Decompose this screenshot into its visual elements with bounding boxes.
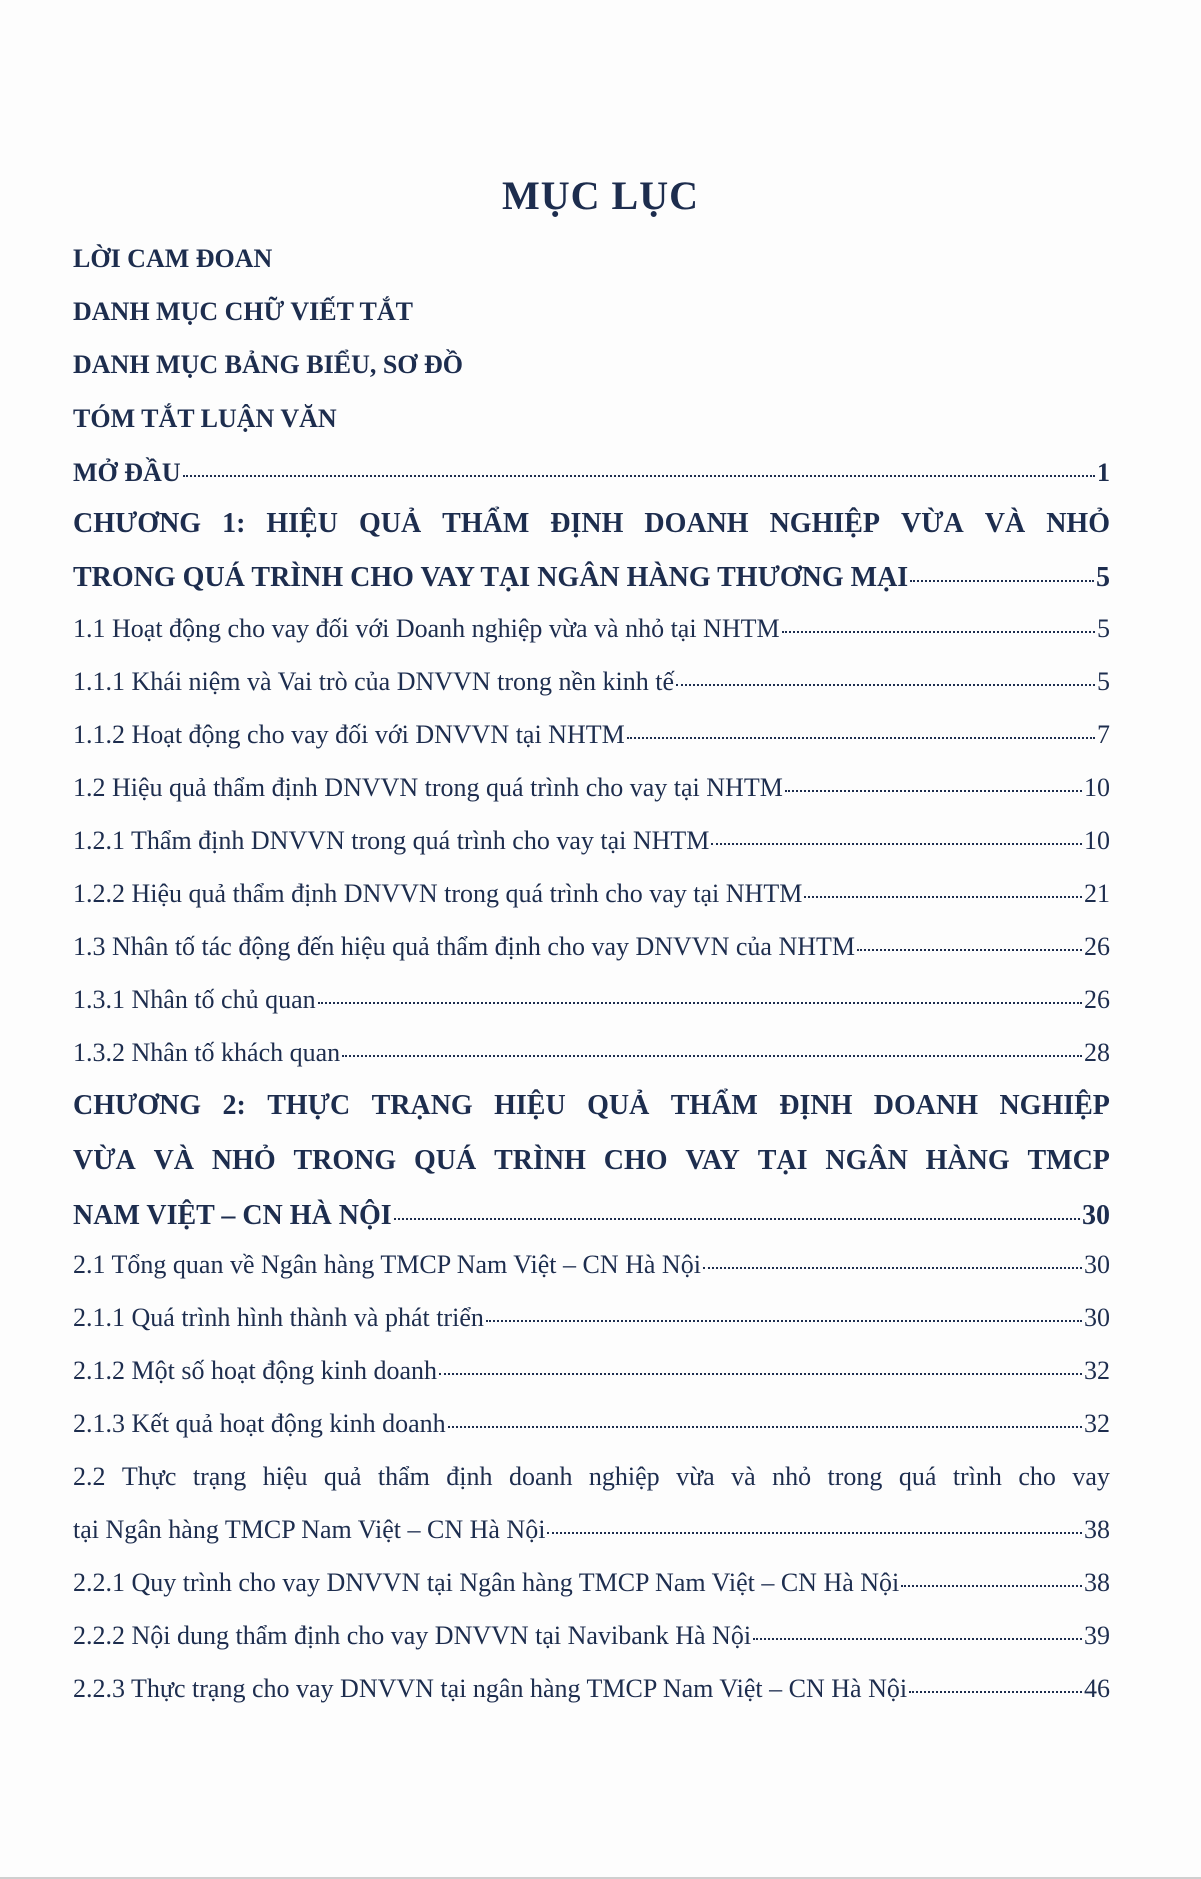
toc-entry-label: 1.2.1 Thẩm định DNVVN trong quá trình cho vay tại NHTM xyxy=(73,826,710,855)
chapter-word: TRONG xyxy=(293,1145,397,1176)
toc-word: doanh xyxy=(508,1462,573,1491)
chapter-word: NHỎ xyxy=(1046,508,1110,539)
toc-chapter-1-line-1[interactable] xyxy=(73,508,1110,540)
toc-entry-label: TRONG QUÁ TRÌNH CHO VAY TẠI NGÂN HÀNG THƯƠNG MẠI xyxy=(73,562,909,593)
toc-entry-2-2-line-2[interactable] xyxy=(73,1515,1110,1545)
toc-entry[interactable] xyxy=(73,1303,1110,1333)
toc-entry[interactable] xyxy=(73,667,1110,697)
toc-word: trình xyxy=(952,1462,1002,1491)
chapter-word: HÀNG xyxy=(925,1145,1010,1176)
chapter-word: QUẢ xyxy=(587,1090,650,1121)
toc-entry-label: 1.2.2 Hiệu quả thẩm định DNVVN trong quá trình cho vay tại NHTM xyxy=(73,879,803,908)
chapter-word: DOANH xyxy=(644,508,749,539)
toc-entry[interactable] xyxy=(73,720,1110,750)
page-title: MỤC LỤC xyxy=(502,173,699,218)
toc-entry[interactable] xyxy=(73,1038,1110,1068)
toc-word: trạng xyxy=(192,1462,247,1491)
toc-word: 2.2 xyxy=(73,1462,106,1491)
toc-page-number: 38 xyxy=(1084,1515,1110,1544)
toc-word: trong xyxy=(827,1462,883,1491)
toc-page-number: 39 xyxy=(1084,1621,1110,1650)
toc-chapter-2-line-3[interactable] xyxy=(73,1200,1110,1232)
toc-word: hiệu xyxy=(262,1462,308,1491)
chapter-word: ĐỊNH xyxy=(779,1090,853,1121)
toc-entry[interactable] xyxy=(73,1250,1110,1280)
chapter-word: NHỎ xyxy=(211,1145,276,1176)
toc-entry[interactable] xyxy=(73,826,1110,856)
toc-page-number: 5 xyxy=(1097,614,1110,643)
toc-entry-label: 2.1.2 Một số hoạt động kinh doanh xyxy=(73,1356,437,1385)
toc-page-number: 32 xyxy=(1084,1356,1110,1385)
toc-word: Thực xyxy=(121,1462,177,1491)
toc-entry[interactable] xyxy=(73,773,1110,803)
toc-entry-label: 1.1.1 Khái niệm và Vai trò của DNVVN trong nền kinh tế xyxy=(73,667,675,696)
toc-entry-label: 1.2 Hiệu quả thẩm định DNVVN trong quá trình cho vay tại NHTM xyxy=(73,773,783,802)
toc-entry-loi-cam-doan[interactable] xyxy=(73,244,1110,274)
dot-leader xyxy=(703,1266,1082,1269)
chapter-word: VỪA xyxy=(73,1145,136,1176)
dot-leader xyxy=(627,736,1095,739)
dot-leader xyxy=(785,789,1082,792)
dot-leader xyxy=(394,1217,1080,1220)
dot-leader xyxy=(857,948,1082,951)
toc-page-number: 32 xyxy=(1084,1409,1110,1438)
toc-page-number: 7 xyxy=(1097,720,1110,749)
dot-leader xyxy=(547,1531,1082,1534)
toc-page-number: 30 xyxy=(1084,1303,1110,1332)
chapter-word: NGÂN xyxy=(825,1145,908,1176)
chapter-word: VAY xyxy=(685,1145,740,1176)
dot-leader xyxy=(909,1690,1082,1693)
toc-word: thẩm xyxy=(377,1462,430,1491)
toc-entry-label: NAM VIỆT – CN HÀ NỘI xyxy=(73,1200,392,1231)
chapter-word: 2: xyxy=(222,1090,246,1121)
chapter-word: VÀ xyxy=(984,508,1026,539)
toc-entry-label: 1.1 Hoạt động cho vay đối với Doanh nghiệp vừa và nhỏ tại NHTM xyxy=(73,614,780,643)
chapter-word: TẠI xyxy=(757,1145,808,1176)
toc-entry-label: 1.3.1 Nhân tố chủ quan xyxy=(73,985,316,1014)
toc-page-number: 30 xyxy=(1082,1200,1110,1231)
toc-entry-label: 2.1.3 Kết quả hoạt động kinh doanh xyxy=(73,1409,446,1438)
toc-entry[interactable] xyxy=(73,1621,1110,1651)
toc-word: cho xyxy=(1018,1462,1056,1491)
toc-word: quá xyxy=(898,1462,937,1491)
toc-page-number: 38 xyxy=(1084,1568,1110,1597)
toc-entry-label: 2.2.1 Quy trình cho vay DNVVN tại Ngân hàng TMCP Nam Việt – CN Hà Nội xyxy=(73,1568,900,1597)
chapter-word: THẨM xyxy=(670,1090,758,1121)
toc-entry-label: TÓM TẮT LUẬN VĂN xyxy=(73,404,337,433)
toc-word: vừa xyxy=(676,1462,715,1491)
toc-entry-mo-dau[interactable] xyxy=(73,458,1110,488)
chapter-word: ĐỊNH xyxy=(550,508,624,539)
dot-leader xyxy=(183,474,1095,477)
toc-word: nhỏ xyxy=(772,1462,812,1491)
dot-leader xyxy=(753,1637,1082,1640)
toc-word: định xyxy=(446,1462,493,1491)
toc-entry[interactable] xyxy=(73,879,1110,909)
chapter-word: QUÁ xyxy=(414,1145,477,1176)
toc-word: và xyxy=(731,1462,756,1491)
chapter-word: THẨM xyxy=(442,508,530,539)
chapter-word: 1: xyxy=(222,508,246,539)
toc-entry-label: tại Ngân hàng TMCP Nam Việt – CN Hà Nội xyxy=(73,1515,546,1544)
chapter-word: HIỆU xyxy=(494,1090,566,1121)
toc-page-number: 26 xyxy=(1084,932,1110,961)
chapter-word: CHƯƠNG xyxy=(73,1090,202,1121)
toc-word: vay xyxy=(1072,1462,1110,1491)
toc-entry-label: 2.1.1 Quá trình hình thành và phát triển xyxy=(73,1303,484,1332)
dot-leader xyxy=(342,1054,1082,1057)
toc-entry[interactable] xyxy=(73,1674,1110,1704)
toc-page-number: 5 xyxy=(1097,667,1110,696)
toc-page-number: 28 xyxy=(1084,1038,1110,1067)
chapter-word: VỪA xyxy=(901,508,964,539)
toc-entry-label: 2.2.2 Nội dung thẩm định cho vay DNVVN tại Navibank Hà Nội xyxy=(73,1621,752,1650)
toc-entry[interactable] xyxy=(73,1356,1110,1386)
toc-page-number: 1 xyxy=(1097,458,1110,487)
chapter-word: NGHIỆP xyxy=(999,1090,1110,1121)
chapter-word: NGHIỆP xyxy=(769,508,881,539)
chapter-word: CHƯƠNG xyxy=(73,508,202,539)
toc-entry[interactable] xyxy=(73,1568,1110,1598)
chapter-word: TRẠNG xyxy=(371,1090,473,1121)
toc-page-number: 5 xyxy=(1096,562,1110,593)
toc-page-number: 46 xyxy=(1084,1674,1110,1703)
dot-leader xyxy=(910,579,1094,582)
chapter-word: CHO xyxy=(603,1145,668,1176)
toc-chapter-2-line-2[interactable] xyxy=(73,1145,1110,1177)
chapter-word: TMCP xyxy=(1027,1145,1110,1176)
toc-entry-danh-muc-bang-bieu[interactable] xyxy=(73,350,1110,380)
toc-chapter-2-line-1[interactable] xyxy=(73,1090,1110,1122)
dot-leader xyxy=(448,1425,1082,1428)
toc-word: quả xyxy=(323,1462,362,1491)
toc-entry[interactable] xyxy=(73,1409,1110,1439)
toc-entry[interactable] xyxy=(73,932,1110,962)
toc-page-number: 30 xyxy=(1084,1250,1110,1279)
chapter-word: QUẢ xyxy=(358,508,422,539)
dot-leader xyxy=(486,1319,1082,1322)
chapter-word: THỰC xyxy=(267,1090,351,1121)
toc-chapter-1-line-2[interactable] xyxy=(73,562,1110,594)
toc-entry-tom-tat-luan-van[interactable] xyxy=(73,404,1110,434)
toc-entry-label: 1.3 Nhân tố tác động đến hiệu quả thẩm định cho vay DNVVN của NHTM xyxy=(73,932,855,961)
toc-entry[interactable] xyxy=(73,985,1110,1015)
toc-page-number: 26 xyxy=(1084,985,1110,1014)
dot-leader xyxy=(676,683,1095,686)
toc-page-number: 10 xyxy=(1084,773,1110,802)
toc-entry-2-2-line-1[interactable] xyxy=(73,1462,1110,1492)
dot-leader xyxy=(782,630,1095,633)
toc-page-number: 10 xyxy=(1084,826,1110,855)
chapter-word: VÀ xyxy=(153,1145,195,1176)
toc-entry-label: 1.3.2 Nhân tố khách quan xyxy=(73,1038,341,1067)
dot-leader xyxy=(901,1584,1082,1587)
toc-word: nghiệp xyxy=(588,1462,660,1491)
dot-leader xyxy=(804,895,1082,898)
dot-leader xyxy=(318,1001,1082,1004)
toc-entry[interactable] xyxy=(73,614,1110,644)
toc-entry-label: 2.2.3 Thực trạng cho vay DNVVN tại ngân hàng TMCP Nam Việt – CN Hà Nội xyxy=(73,1674,908,1703)
chapter-word: HIỆU xyxy=(266,508,338,539)
toc-entry-label: MỞ ĐẦU xyxy=(73,458,181,487)
dot-leader xyxy=(439,1372,1082,1375)
chapter-word: DOANH xyxy=(873,1090,979,1121)
toc-entry-label: DANH MỤC BẢNG BIỂU, SƠ ĐỒ xyxy=(73,350,464,379)
toc-entry-label: 1.1.2 Hoạt động cho vay đối với DNVVN tại NHTM xyxy=(73,720,625,749)
toc-entry-label: DANH MỤC CHỮ VIẾT TẮT xyxy=(73,297,413,326)
toc-page-number: 21 xyxy=(1084,879,1110,908)
chapter-word: TRÌNH xyxy=(494,1145,586,1176)
dot-leader xyxy=(711,842,1082,845)
toc-entry-label: 2.1 Tổng quan về Ngân hàng TMCP Nam Việt – CN Hà Nội xyxy=(73,1250,701,1279)
toc-entry-label: LỜI CAM ĐOAN xyxy=(73,244,273,273)
toc-entry-danh-muc-chu-viet-tat[interactable] xyxy=(73,297,1110,327)
